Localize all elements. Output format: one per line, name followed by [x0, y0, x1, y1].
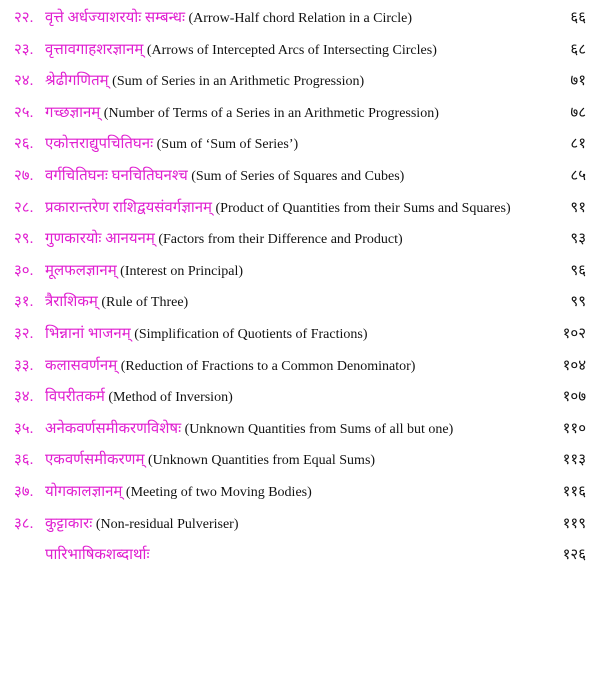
sanskrit-title: विपरीतकर्म: [45, 389, 105, 406]
sanskrit-title: पारिभाषिकशब्दार्थाः: [45, 547, 150, 564]
entry-title: [45, 477, 312, 509]
toc-entry[interactable]: [0, 256, 600, 288]
entry-number: ३२.: [14, 325, 34, 342]
toc-entry[interactable]: [0, 509, 600, 541]
page-number: ८१: [570, 136, 586, 153]
page-number: ९९: [570, 294, 586, 311]
english-title: (Reduction of Fractions to a Common Denominator): [120, 358, 416, 374]
toc-entry[interactable]: [0, 445, 600, 477]
entry-title: [45, 129, 298, 161]
english-title: (Sum of Series in an Arithmetic Progression): [112, 74, 365, 90]
sanskrit-title: मूलफलज्ञानम्: [45, 262, 117, 279]
page-number: १२६: [562, 547, 586, 564]
sanskrit-title: एकोत्तराद्युपचितिघनः: [45, 136, 154, 153]
entry-title: [45, 98, 439, 130]
toc-entry[interactable]: [0, 129, 600, 161]
page-number: ९६: [570, 262, 586, 279]
english-title: (Unknown Quantities from Sums of all but one): [184, 421, 454, 437]
entry-title: [45, 224, 403, 256]
sanskrit-title: वृत्ते अर्धज्याशरयोः सम्बन्धः: [45, 10, 185, 26]
sanskrit-title: गुणकारयोः आनयनम्: [45, 231, 155, 248]
toc-entry[interactable]: [0, 3, 600, 35]
sanskrit-title: कुट्टाकारः: [45, 515, 93, 532]
entry-number: ३७.: [14, 483, 34, 500]
page-number: १०७: [562, 389, 586, 406]
page-number: ८५: [570, 167, 586, 184]
entry-number: ३३.: [14, 357, 34, 374]
entry-title: [45, 319, 367, 351]
toc-entry[interactable]: [0, 287, 600, 319]
entry-number: २९.: [14, 231, 34, 248]
english-title: (Rule of Three): [101, 295, 189, 311]
page-number: ११६: [562, 483, 586, 500]
entry-number: ३१.: [14, 294, 34, 311]
entry-title: [45, 509, 239, 541]
sanskrit-title: त्रैराशिकम्: [45, 294, 98, 311]
english-title: (Number of Terms of a Series in an Arithmetic Progression): [103, 105, 439, 121]
english-title: (Factors from their Difference and Product): [158, 232, 403, 248]
entry-title: [45, 35, 437, 67]
sanskrit-title: योगकालज्ञानम्: [45, 483, 123, 500]
toc-entry[interactable]: [0, 382, 600, 414]
sanskrit-title: भिन्नानां भाजनम्: [45, 325, 131, 342]
entry-number: २५.: [14, 104, 34, 121]
sanskrit-title: कलासवर्णनम्: [45, 357, 118, 374]
english-title: (Interest on Principal): [120, 263, 244, 279]
english-title: (Simplification of Quotients of Fractions): [134, 326, 368, 342]
toc-entry[interactable]: [0, 224, 600, 256]
entry-number: २४.: [14, 73, 34, 90]
entry-number: २२.: [14, 10, 34, 26]
page-number: ६६: [570, 10, 586, 26]
entry-number: २८.: [14, 199, 34, 216]
entry-title: [45, 193, 511, 225]
toc-entry[interactable]: [0, 414, 600, 446]
entry-title: [45, 445, 375, 477]
toc-entry[interactable]: [0, 98, 600, 130]
toc-entry[interactable]: [0, 161, 600, 193]
entry-title: [45, 161, 404, 193]
page-number: ७८: [570, 104, 586, 121]
toc-entry[interactable]: [0, 540, 600, 572]
toc-entry[interactable]: [0, 319, 600, 351]
entry-title: [45, 256, 243, 288]
page-number: ९३: [570, 231, 586, 248]
english-title: (Sum of ‘Sum of Series’): [156, 137, 299, 153]
sanskrit-title: गच्छज्ञानम्: [45, 104, 101, 121]
entry-number: २६.: [14, 136, 34, 153]
page-number: १०२: [562, 325, 586, 342]
page-number: ६८: [570, 41, 586, 58]
toc-entry[interactable]: [0, 66, 600, 98]
entry-title: [45, 3, 412, 35]
entry-number: २३.: [14, 41, 34, 58]
table-of-contents: [0, 3, 600, 572]
sanskrit-title: एकवर्णसमीकरणम्: [45, 452, 145, 469]
sanskrit-title: वृत्तावगाहशरज्ञानम्: [45, 41, 144, 58]
english-title: (Arrows of Intercepted Arcs of Intersecting Circles): [146, 42, 437, 58]
entry-number: ३८.: [14, 515, 34, 532]
toc-entry[interactable]: [0, 351, 600, 383]
page-number: ९१: [570, 199, 586, 216]
entry-title: [45, 540, 149, 572]
entry-title: [45, 351, 415, 383]
page-number: ११३: [562, 452, 586, 469]
page-number: ११९: [562, 515, 586, 532]
sanskrit-title: प्रकारान्तरेण राशिद्वयसंवर्गज्ञानम्: [45, 199, 213, 216]
entry-title: [45, 382, 233, 414]
entry-title: [45, 66, 364, 98]
sanskrit-title: वर्गचितिघनः घनचितिघनश्च: [45, 167, 188, 184]
page-number: ११०: [562, 420, 586, 437]
entry-title: [45, 287, 188, 319]
entry-title: [45, 414, 453, 446]
english-title: (Method of Inversion): [108, 390, 233, 406]
page-number: ७१: [570, 73, 586, 90]
toc-entry[interactable]: [0, 193, 600, 225]
english-title: (Product of Quantities from their Sums and Squares): [215, 200, 511, 216]
english-title: (Arrow-Half chord Relation in a Circle): [188, 11, 413, 26]
english-title: (Sum of Series of Squares and Cubes): [191, 168, 405, 184]
toc-entry[interactable]: [0, 35, 600, 67]
english-title: (Unknown Quantities from Equal Sums): [147, 453, 376, 469]
sanskrit-title: श्रेढीगणितम्: [45, 73, 109, 90]
entry-number: ३५.: [14, 420, 34, 437]
entry-number: ३४.: [14, 389, 34, 406]
entry-number: ३०.: [14, 262, 34, 279]
entry-number: २७.: [14, 167, 34, 184]
english-title: (Meeting of two Moving Bodies): [125, 484, 312, 500]
sanskrit-title: अनेकवर्णसमीकरणविशेषः: [45, 420, 182, 437]
page-number: १०४: [562, 357, 586, 374]
english-title: (Non-residual Pulveriser): [95, 516, 239, 532]
entry-number: ३६.: [14, 452, 34, 469]
toc-entry[interactable]: [0, 477, 600, 509]
